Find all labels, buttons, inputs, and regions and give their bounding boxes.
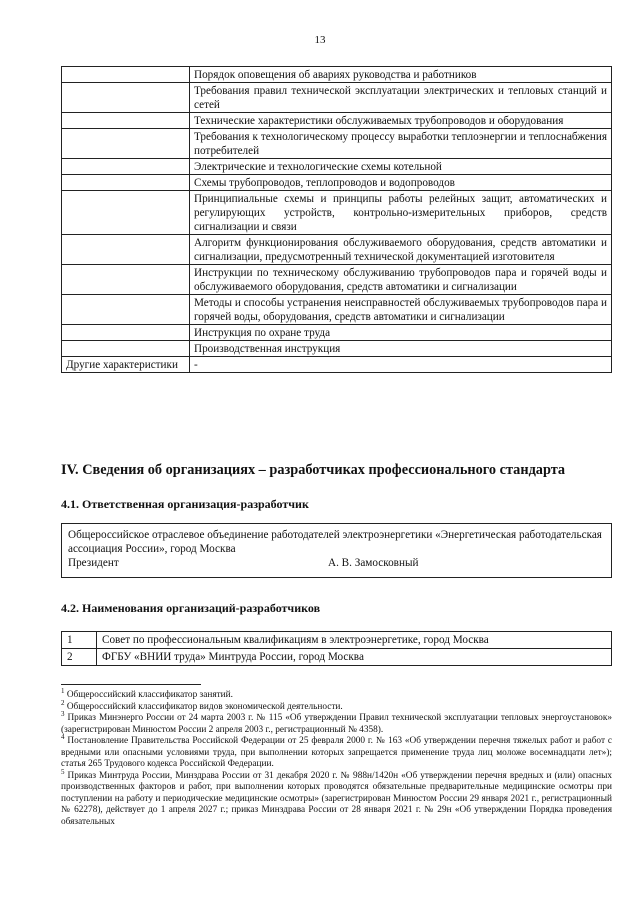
table-row (62, 295, 612, 325)
developer-number: 2 (62, 649, 97, 666)
row-label (62, 295, 190, 325)
footnotes (61, 686, 612, 828)
table-row (62, 175, 612, 191)
requirement-text: Технические характеристики обслуживаемых трубопроводов и оборудования (190, 113, 612, 129)
developer-name: Совет по профессиональным квалификациям в электроэнергетике, город Москва (97, 632, 612, 649)
row-label (62, 191, 190, 235)
developer-number: 1 (62, 632, 97, 649)
table-row (62, 357, 612, 373)
footnote-separator (61, 684, 201, 685)
table-row (62, 235, 612, 265)
requirement-text: Схемы трубопроводов, теплопроводов и водопроводов (190, 175, 612, 191)
footnote: $^1$ Общероссийский классификатор занятий. (61, 686, 233, 700)
table-row (62, 129, 612, 159)
row-label (62, 265, 190, 295)
position-title: Президент (68, 557, 119, 569)
requirement-text: Требования к технологическому процессу выработки теплоэнергии и теплоснабжения потребителей (190, 129, 612, 159)
row-label (62, 175, 190, 191)
requirement-text: Методы и способы устранения неисправностей обслуживаемых трубопроводов пара и горячей воды, оборудования, средств автоматики и сигнализации (190, 295, 612, 325)
table-row (62, 325, 612, 341)
requirement-text: Инструкции по техническому обслуживанию трубопроводов пара и горячей воды и обслуживаемого оборудования, средств автоматики и сигнализации (190, 265, 612, 295)
table-row (62, 159, 612, 175)
responsible-organization-box (61, 523, 612, 578)
developer-name: ФГБУ «ВНИИ труда» Минтруда России, город Москва (97, 649, 612, 666)
organization-name: Общероссийское отраслевое объединение работодателей электроэнергетики «Энергетическая работодательская ассоциация России», город Москва (68, 529, 602, 555)
table-row (62, 265, 612, 295)
requirement-text: Инструкция по охране труда (190, 325, 612, 341)
section-4-2-title: 4.2. Наименования организаций-разработчиков (61, 601, 321, 615)
person-name: А. В. Замосковный (328, 557, 419, 569)
requirement-text: Принципиальные схемы и принципы работы релейных защит, автоматических и регулирующих устройств, контрольно-измерительных приборов, средств сигнализации и связи (190, 191, 612, 235)
table-row (62, 83, 612, 113)
requirement-text: Порядок оповещения об авариях руководства и работников (190, 67, 612, 83)
row-label: Другие характеристики (62, 357, 190, 373)
section-4-title: IV. Сведения об организациях – разработчиках профессионального стандарта (61, 462, 566, 478)
developers-table (61, 631, 612, 666)
table-row (62, 632, 612, 649)
row-label (62, 341, 190, 357)
table-row (62, 113, 612, 129)
row-label (62, 235, 190, 265)
row-label (62, 325, 190, 341)
row-label (62, 67, 190, 83)
requirement-text: Электрические и технологические схемы котельной (190, 159, 612, 175)
requirement-text: Требования правил технической эксплуатации электрических и тепловых станций и сетей (190, 83, 612, 113)
row-label (62, 113, 190, 129)
row-label (62, 159, 190, 175)
row-label (62, 129, 190, 159)
table-row (62, 191, 612, 235)
page-number: 13 (314, 34, 326, 46)
row-label (62, 83, 190, 113)
requirement-text: Алгоритм функционирования обслуживаемого оборудования, средств автоматики и сигнализации, предусмотренный технической документацией изготовителя (190, 235, 612, 265)
table-row (62, 67, 612, 83)
footnote: $^2$ Общероссийский классификатор видов экономической деятельности. (61, 698, 343, 712)
requirement-text: - (190, 357, 612, 373)
footnote: $^3$ Приказ Минэнерго России от 24 марта 2003 г. № 115 «Об утверждении Правил технической эксплуатации тепловых энергоустановок» (зарегистрирован Минюстом России 2 апреля 2003 г., регистрационный № 4358). (61, 709, 612, 735)
footnote: $^4$ Постановление Правительства Российской Федерации от 25 февраля 2000 г. № 163 «Об утверждении перечня тяжелых работ и работ с вредными или опасными условиями труда, при выполнении которых запрещается применение труда лиц моложе восемнадцати лет»); статья 265 Трудового кодекса Российской Федерации. (61, 732, 612, 769)
table-row (62, 649, 612, 666)
requirements-table (61, 66, 612, 373)
section-4-1-title: 4.1. Ответственная организация-разработчик (61, 497, 309, 511)
table-row (62, 341, 612, 357)
requirement-text: Производственная инструкция (190, 341, 612, 357)
footnote: $^5$ Приказ Минтруда России, Минздрава России от 31 декабря 2020 г. № 988н/1420н «Об утверждении перечня вредных и (или) опасных производственных факторов и работ, при выполнении которых проводятся обязательные предварительные медицинские осмотры при поступлении на работу и периодические медицинские осмотры» (зарегистрирован Минюстом России 29 января 2021 г., регистрационный № 62278), действует до 1 апреля 2027 г.; приказ Минздрава России от 28 января 2021 г. № 29н «Об утверждении Порядка проведения обязательных (61, 767, 612, 827)
